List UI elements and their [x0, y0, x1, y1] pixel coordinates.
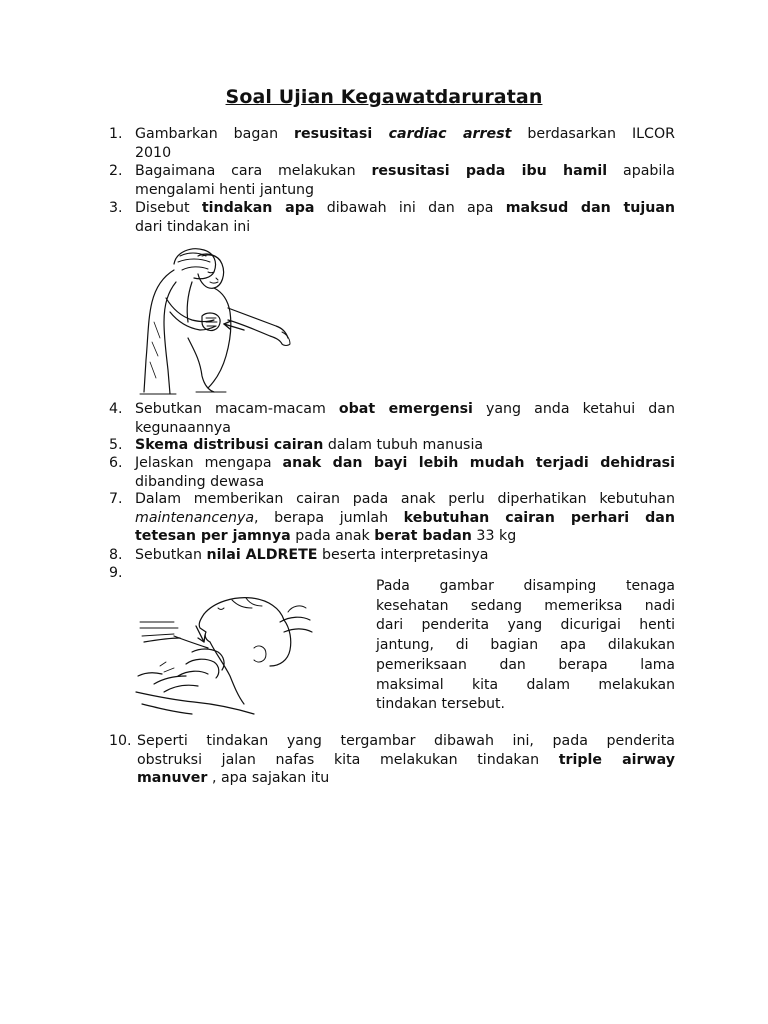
- question-number: 7.: [109, 491, 123, 507]
- question-number: 3.: [109, 200, 123, 216]
- question-number: 5.: [109, 437, 123, 453]
- question-line: Dalam memberikan cairan pada anak perlu diperhatikan kebutuhan: [135, 491, 675, 507]
- question-line: Bagaimana cara melakukan resusitasi pada ibu hamil apabila: [135, 163, 675, 179]
- question-number: 4.: [109, 401, 123, 417]
- question-line: Seperti tindakan yang tergambar dibawah ini, pada penderita: [137, 733, 675, 749]
- question-line: tindakan tersebut.: [376, 696, 505, 713]
- question-line: kesehatan sedang memeriksa nadi: [376, 597, 675, 614]
- question-line: jantung, di bagian apa dilakukan: [376, 637, 675, 654]
- question-line: dari tindakan ini: [135, 218, 251, 235]
- question-line: 2010: [135, 144, 172, 161]
- question-number: 8.: [109, 547, 123, 563]
- question-line: dari penderita yang dicurigai henti: [376, 617, 675, 634]
- heimlich-maneuver-illustration: [136, 242, 296, 397]
- question-number: 1.: [109, 126, 123, 142]
- question-line: pemeriksaan dan berapa lama: [376, 656, 675, 673]
- question-line: mengalami henti jantung: [135, 181, 315, 198]
- question-line: manuver , apa sajakan itu: [137, 770, 330, 786]
- question-line: Sebutkan macam-macam obat emergensi yang anda ketahui dan: [135, 401, 675, 417]
- question-line: maintenancenya, berapa jumlah kebutuhan cairan perhari dan: [135, 509, 675, 526]
- question-line: Jelaskan mengapa anak dan bayi lebih mudah terjadi dehidrasi: [135, 455, 675, 471]
- question-line: obstruksi jalan nafas kita melakukan tindakan triple airway: [137, 751, 675, 768]
- question-line: Gambarkan bagan resusitasi cardiac arrest berdasarkan ILCOR: [135, 126, 675, 142]
- question-line: tetesan per jamnya pada anak berat badan 33 kg: [135, 528, 517, 544]
- question-line: kegunaannya: [135, 419, 231, 436]
- question-number: 9.: [109, 565, 123, 581]
- question-line: maksimal kita dalam melakukan: [376, 676, 675, 693]
- carotid-pulse-check-illustration: [134, 592, 314, 722]
- question-line: Disebut tindakan apa dibawah ini dan apa maksud dan tujuan: [135, 200, 675, 216]
- question-line: dibanding dewasa: [135, 473, 265, 490]
- question-number: 10.: [109, 733, 132, 749]
- question-line: Sebutkan nilai ALDRETE beserta interpretasinya: [135, 547, 489, 563]
- page-title: Soal Ujian Kegawatdaruratan: [225, 86, 543, 108]
- question-line: Pada gambar disamping tenaga: [376, 578, 675, 594]
- question-number: 6.: [109, 455, 123, 471]
- question-number: 2.: [109, 163, 123, 179]
- question-line: Skema distribusi cairan dalam tubuh manusia: [135, 437, 484, 453]
- question-9-text: [376, 577, 675, 715]
